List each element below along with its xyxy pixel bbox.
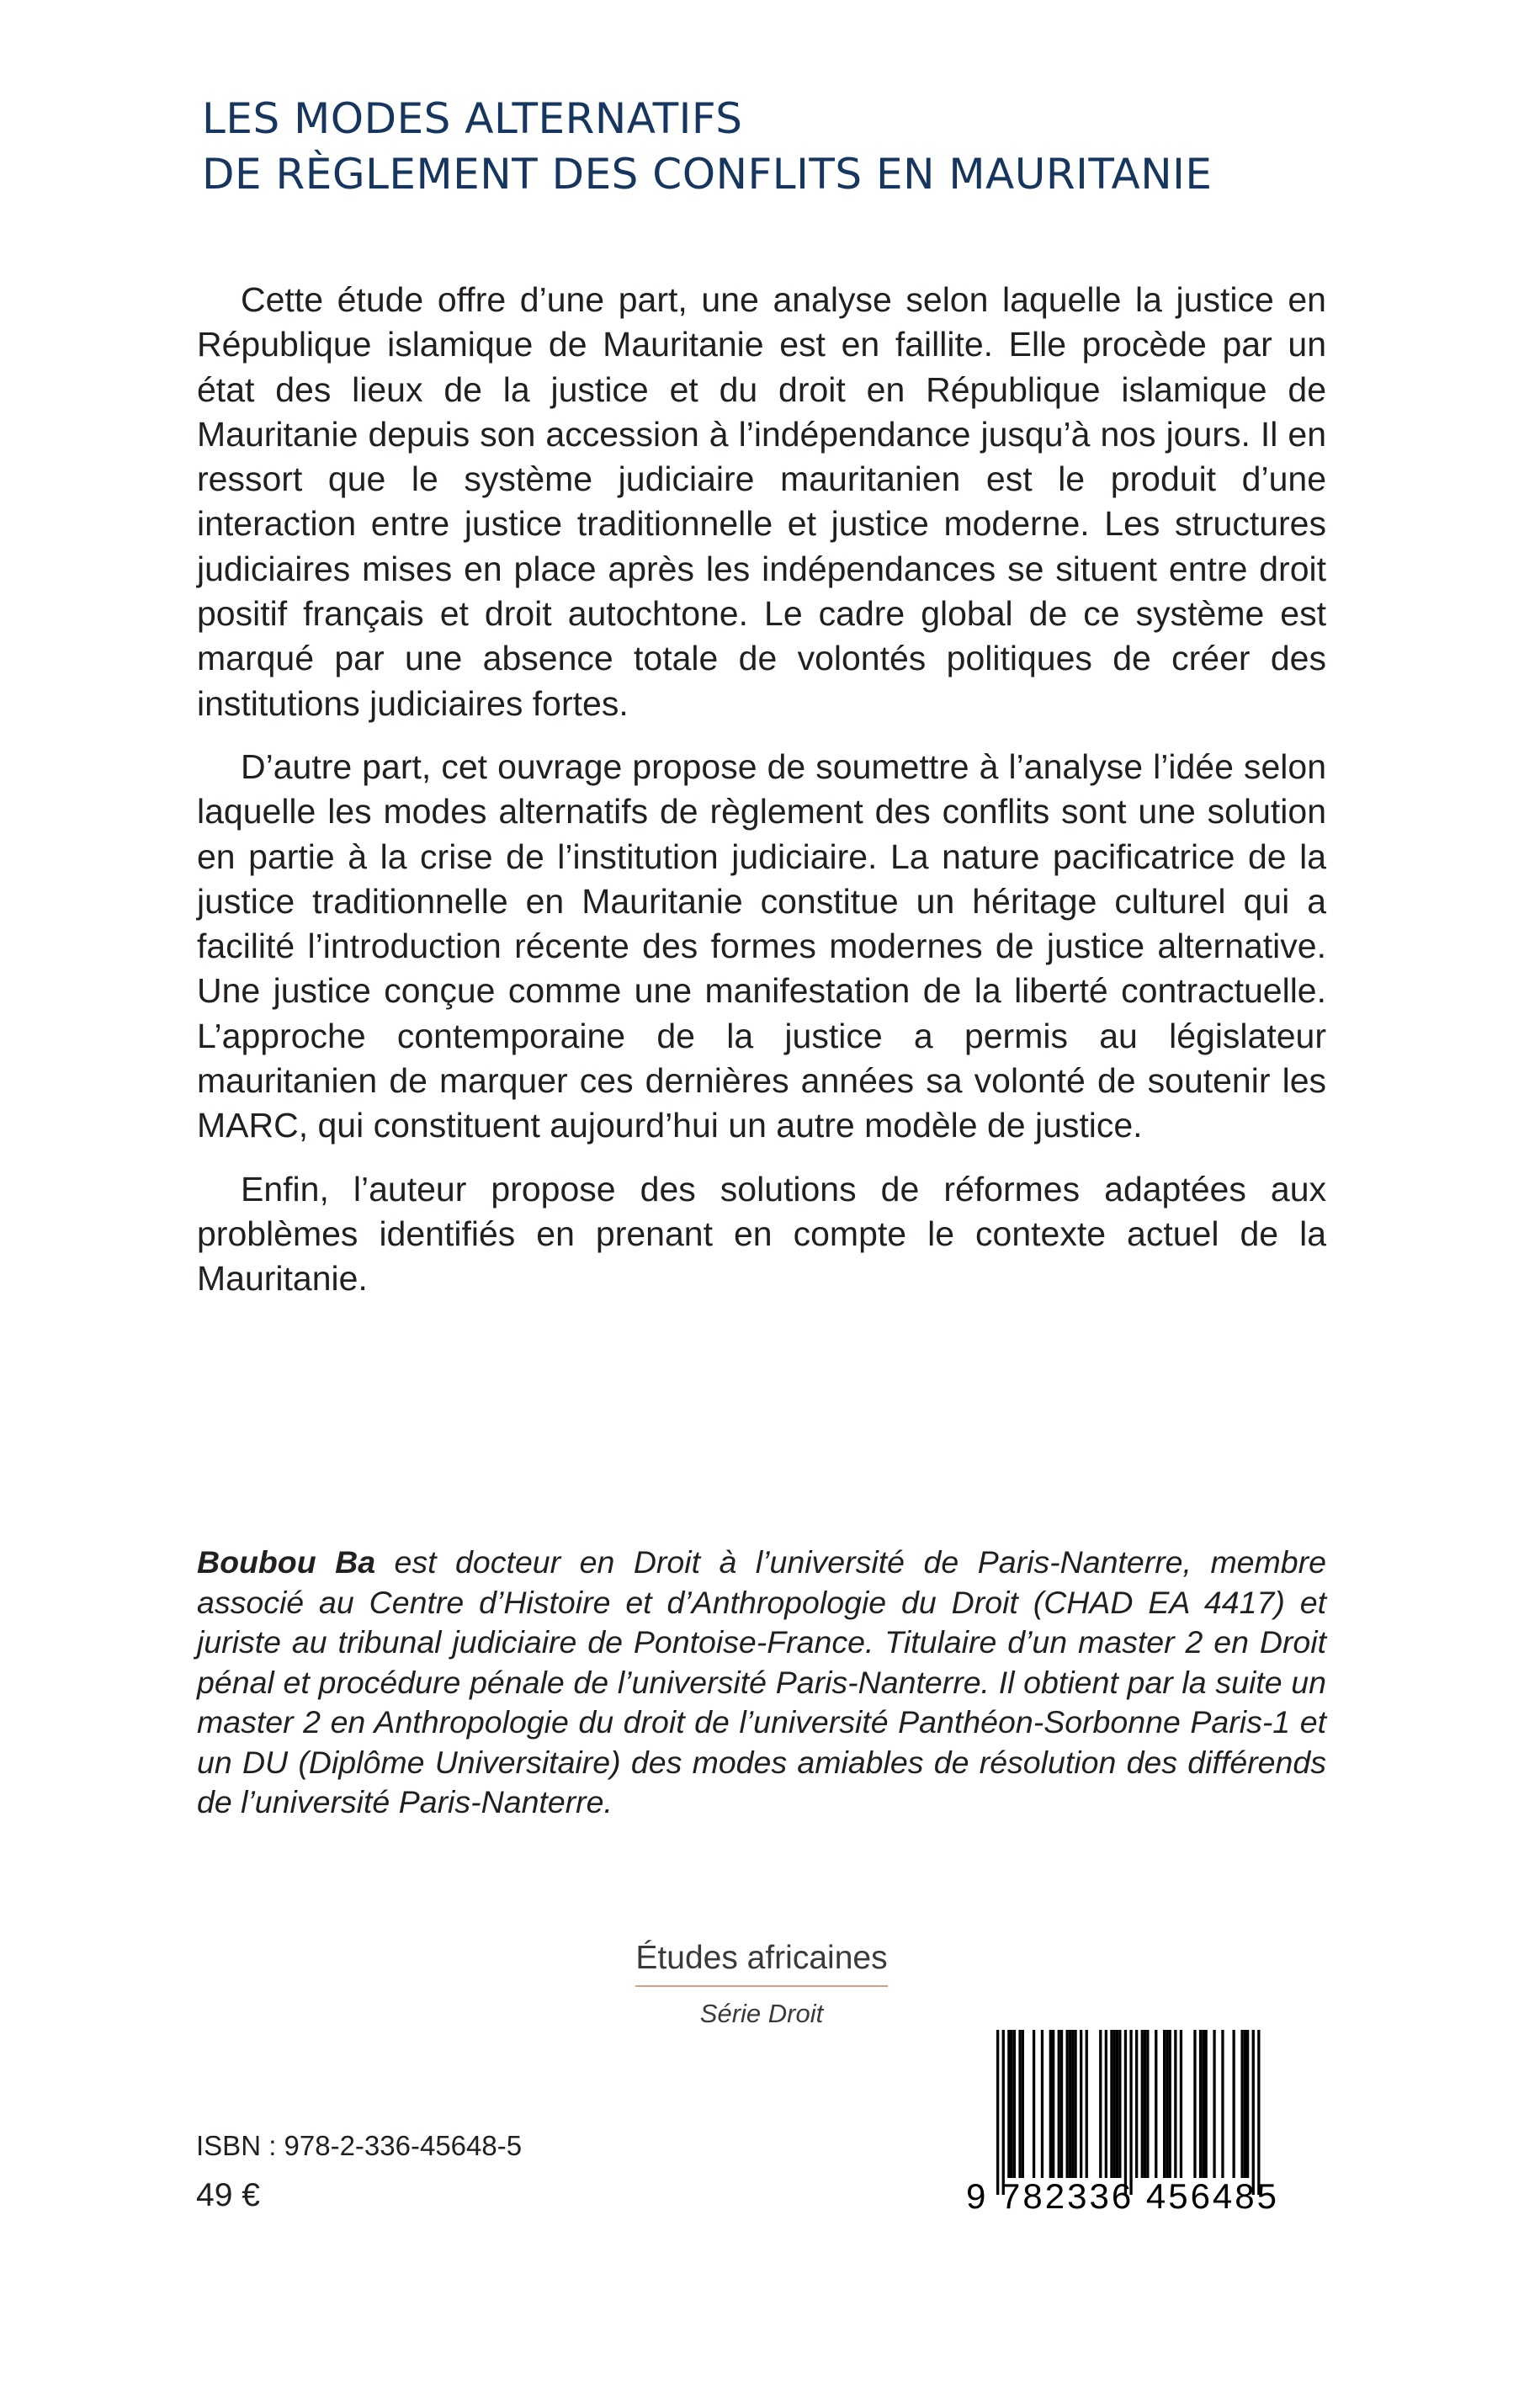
barcode-bar bbox=[1069, 2030, 1071, 2178]
barcode-bar bbox=[1002, 2030, 1005, 2195]
isbn: ISBN : 978-2-336-45648-5 bbox=[196, 2130, 523, 2161]
book-title-line-2: DE RÈGLEMENT DES CONFLITS EN MAURITANIE bbox=[202, 150, 1213, 199]
barcode-bar bbox=[1205, 2030, 1208, 2178]
barcode-bar bbox=[1124, 2030, 1127, 2195]
barcode-bar bbox=[1086, 2030, 1088, 2178]
barcode-digits: 9 782336 456485 bbox=[966, 2176, 1279, 2216]
barcode-bar bbox=[1233, 2030, 1235, 2178]
price: 49 € bbox=[196, 2177, 260, 2213]
barcode-bar bbox=[1033, 2030, 1035, 2178]
barcode-bar bbox=[1007, 2030, 1010, 2178]
barcode-bar bbox=[1246, 2030, 1249, 2178]
author-name: Boubou Ba bbox=[197, 1544, 376, 1580]
barcode-bar bbox=[1118, 2030, 1121, 2178]
series-subseries: Série Droit bbox=[699, 1999, 824, 2028]
book-title-line-1: LES MODES ALTERNATIFS bbox=[202, 94, 743, 143]
book-summary bbox=[197, 278, 1326, 1320]
barcode-bar bbox=[1058, 2030, 1060, 2178]
barcode-bar bbox=[1193, 2030, 1196, 2178]
series-name: Études africaines bbox=[635, 1940, 887, 1987]
barcode-bar bbox=[1141, 2030, 1144, 2178]
barcode-bar bbox=[1180, 2030, 1182, 2178]
barcode-bar bbox=[1074, 2030, 1076, 2178]
barcode-bar bbox=[1049, 2030, 1052, 2178]
barcode bbox=[966, 2030, 1320, 2225]
barcode-bar bbox=[1146, 2030, 1149, 2178]
barcode-bar bbox=[1174, 2030, 1176, 2178]
barcode-bar bbox=[1060, 2030, 1063, 2178]
barcode-bar bbox=[1252, 2030, 1255, 2195]
barcode-bar bbox=[1116, 2030, 1118, 2178]
barcode-bar bbox=[1080, 2030, 1082, 2178]
barcode-bar bbox=[1071, 2030, 1074, 2178]
barcode-bar bbox=[1099, 2030, 1102, 2178]
summary-paragraph-2: D’autre part, cet ouvrage propose de soumettre à l’analyse l’idée selon laquelle les modes alternatifs de règlement des conflits sont une solution en partie à la crise de l’institution judiciaire. La nature pacificatrice de la justice traditionnelle en Mauritanie constitue un héritage culturel qui a facilité l’introduction récente des formes modernes de justice alternative. Une justice conçue comme une manifestation de la liberté contractuelle. L’approche contemporaine de la justice a permis au législateur mauritanien de marquer ces dernières années sa volonté de soutenir les MARC, qui constituent aujourd’hui un autre modèle de justice. bbox=[197, 746, 1326, 1145]
barcode-bar bbox=[1202, 2030, 1204, 2178]
barcode-bar bbox=[1052, 2030, 1054, 2178]
barcode-bar bbox=[1144, 2030, 1146, 2178]
barcode-bar bbox=[1166, 2030, 1168, 2178]
barcode-bar bbox=[1244, 2030, 1246, 2178]
summary-paragraph-1: Cette étude offre d’une part, une analyse selon laquelle la justice en République islamique de Mauritanie est en faillite. Elle procède par un état des lieux de la justice et du droit en République islamique de Mauritanie depuis son accession à l’indépendance jusqu’à nos jours. Il en ressort que le système judiciaire mauritanien est le produit d’une interaction entre justice traditionnelle et justice moderne. Les structures judiciaires mises en place après les indépendances se situent entre droit positif français et droit autochtone. Le cadre global de ce système est marqué par une absence totale de volontés politiques de créer des institutions judiciaires fortes. bbox=[197, 280, 1326, 723]
author-biography bbox=[197, 1543, 1326, 1823]
barcode-bar bbox=[1221, 2030, 1224, 2178]
barcode-bar bbox=[1011, 2030, 1013, 2178]
barcode-bar bbox=[1129, 2030, 1132, 2195]
barcode-bar bbox=[1257, 2030, 1260, 2195]
barcode-bar bbox=[996, 2030, 999, 2195]
barcode-bar bbox=[1066, 2030, 1069, 2178]
author-bio-text: est docteur en Droit à l’université de Paris-Nanterre, membre associé au Centre d’Histoire et d’Anthropologie du Droit (CHAD EA 4417) et juriste au tribunal judiciaire de Pontoise-France. Titulaire d’un master 2 en Droit pénal et procédure pénale de l’université Paris-Nanterre. Il obtient par la suite un master 2 en Anthropologie du droit de l’université Panthéon-Sorbonne Paris-1 et un DU (Diplôme Universitaire) des modes amiables de résolution des différends de l’université Paris-Nanterre. bbox=[197, 1544, 1326, 1819]
barcode-bar bbox=[1018, 2030, 1021, 2178]
barcode-bar bbox=[1013, 2030, 1016, 2178]
barcode-bar bbox=[1022, 2030, 1024, 2178]
barcode-bar bbox=[1169, 2030, 1171, 2178]
series-block bbox=[627, 1940, 896, 2029]
barcode-bar bbox=[1041, 2030, 1043, 2178]
barcode-bar bbox=[1110, 2030, 1113, 2178]
barcode-bar bbox=[1163, 2030, 1166, 2178]
barcode-bar bbox=[1213, 2030, 1215, 2178]
barcode-bar bbox=[1240, 2030, 1243, 2178]
barcode-bar bbox=[1135, 2030, 1138, 2178]
barcode-bar bbox=[1113, 2030, 1116, 2178]
barcode-bar bbox=[1155, 2030, 1157, 2178]
barcode-bar bbox=[1199, 2030, 1202, 2178]
barcode-bar bbox=[1105, 2030, 1107, 2178]
book-title bbox=[202, 91, 1380, 202]
summary-paragraph-3: Enfin, l’auteur propose des solutions de réformes adaptées aux problèmes identifiés en prenant en compte le contexte actuel de la Mauritanie. bbox=[197, 1169, 1326, 1299]
